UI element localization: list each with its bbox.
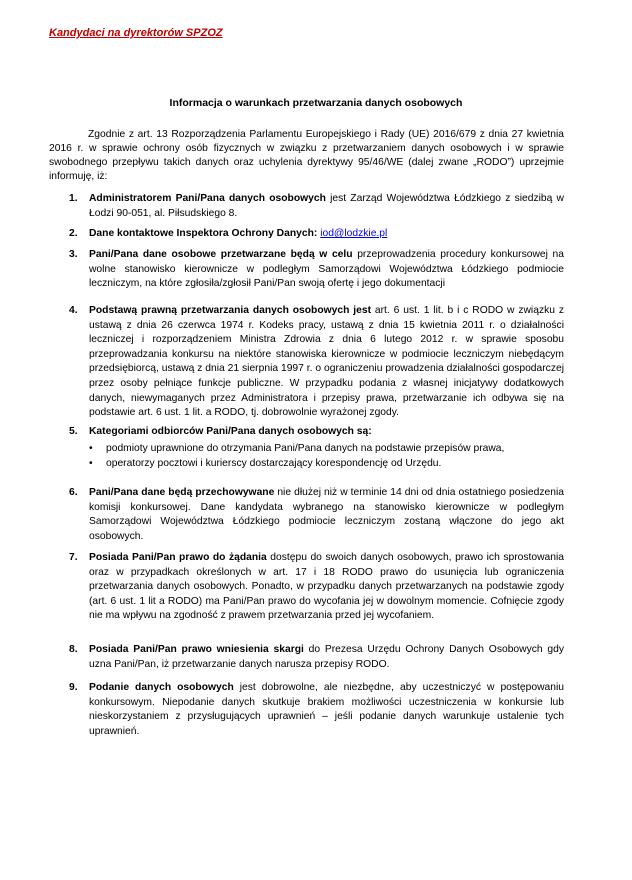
bullet-item: • operatorzy pocztowi i kurierscy dostarczający korespondencję od Urzędu. (89, 456, 564, 471)
item-heading: Pani/Pana dane osobowe przetwarzane będą w celu (89, 249, 353, 260)
list-item-5 (69, 425, 564, 471)
item-text: jest dobrowolne, ale niezbędne, aby uczestniczyć w postępowaniu konkursowym. Niepodanie danych skutkuje brakiem możliwości uczestniczenia w konkursie lub nieskorzystaniem z przysługujących uprawnień – jeśli podanie danych warunkuje ustalenie tych uprawnień. (89, 682, 564, 737)
item-text: nie dłużej niż w terminie 14 dni od dnia ostatniego posiedzenia komisji konkursowej. Dane kandydata wybranego na stanowisko kierownicze w podległym Samorządowi Województwa Łódzkiego podmiocie leczniczym zostaną włączone do jego akt osobowych. (89, 487, 564, 542)
item-number: 9. (69, 682, 78, 693)
item-number: 1. (69, 193, 78, 204)
item-heading: Podstawą prawną przetwarzania danych osobowych jest (89, 305, 372, 316)
item-text: do Prezesa Urzędu Ochrony Danych Osobowych gdy uzna Pani/Pan, iż przetwarzanie danych narusza przepisy RODO. (89, 644, 564, 670)
intro-paragraph: Zgodnie z art. 13 Rozporządzenia Parlamentu Europejskiego i Rady (UE) 2016/679 z dnia 27 kwietnia 2016 r. w sprawie ochrony osób fizycznych w związku z przetwarzaniem danych osobowych i w sprawie swobodnego przepływu takich danych oraz uchylenia dyrektywy 95/46/WE (dalej zwane „RODO”) uprzejmie informuję, iż: (49, 129, 564, 182)
iod-email-link[interactable]: iod@lodzkie.pl (320, 228, 388, 239)
item-heading: Dane kontaktowe Inspektora Ochrony Danych: (89, 228, 318, 239)
list-item-1 (69, 192, 564, 221)
recipient-bullet-list (89, 441, 564, 471)
list-item-6 (69, 486, 564, 544)
item-text: jest Zarząd Województwa Łódzkiego z siedzibą w Łodzi 90-051, al. Piłsudskiego 8. (89, 193, 564, 219)
list-item-3 (69, 248, 564, 292)
item-text: dostępu do swoich danych osobowych, prawo ich sprostowania oraz w przypadkach określonych w art. 17 i 18 RODO prawo do usunięcia lub ograniczenia przetwarzania danych osobowych. Ponadto, w przypadku danych przetwarzanych na podstawie zgody (art. 6 ust. 1 lit a RODO) ma Pani/Pan prawo do wycofania jej w dowolnym momencie. Cofnięcie zgody nie ma wpływu na zgodność z prawem przetwarzania przed jej wycofaniem. (89, 552, 565, 622)
list-item-2 (69, 227, 564, 242)
item-number: 6. (69, 487, 78, 498)
item-text: art. 6 ust. 1 lit. b i c RODO w związku z ustawą z dnia 26 czerwca 1974 r. Kodeks pracy, ustawą z dnia 15 kwietnia 2011 r. o działalności leczniczej i rozporządzeniem Ministra Zdrowia z dnia 6 lutego 2012 r. w sprawie sposobu przeprowadzania konkursu na niektóre stanowiska kierownicze w podmiocie leczniczym niebędącym przedsiębiorcą, ustawą z dnia 21 sierpnia 1997 r. o ograniczeniu prowadzenia działalności gospodarczej przez osoby pełniące funkcje publiczne. W przypadku podania z własnej inicjatywy dodatkowych danych, niewymaganych przez Administratora i przepisy prawa, przetwarzanie ich odbywa się na podstawie art. 6 ust. 1 lit. a RODO, tj. dobrowolnie wyrażonej zgody. (89, 305, 564, 419)
candidates-link[interactable]: Kandydaci na dyrektorów SPZOZ (49, 27, 223, 39)
item-heading: Podanie danych osobowych (89, 682, 234, 693)
item-heading: Administratorem Pani/Pana danych osobowych (89, 193, 326, 204)
item-heading: Pani/Pana dane będą przechowywane (89, 487, 275, 498)
item-heading: Posiada Pani/Pan prawo wniesienia skargi (89, 644, 304, 655)
document-title: Informacja o warunkach przetwarzania danych osobowych (169, 97, 463, 109)
item-text: przeprowadzenia procedury konkursowej na wolne stanowisko kierownicze w podległym Samorządowi Województwa Łódzkiego podmiocie leczniczym, na które zgłosiła/zgłosił Pani/Pan swoją ofertę i jego dokumentacji (89, 249, 564, 290)
item-number: 7. (69, 552, 78, 563)
item-heading: Posiada Pani/Pan prawo do żądania (89, 552, 267, 563)
list-item-7 (69, 551, 565, 624)
list-item-4 (69, 304, 564, 421)
item-number: 8. (69, 644, 78, 655)
item-number: 5. (69, 426, 78, 437)
item-heading: Kategoriami odbiorców Pani/Pana danych osobowych są: (89, 426, 372, 437)
item-number: 4. (69, 305, 78, 316)
bullet-item: • podmioty uprawnione do otrzymania Pani/Pana danych na podstawie przepisów prawa, (89, 441, 564, 456)
item-number: 2. (69, 228, 78, 239)
item-number: 3. (69, 249, 78, 260)
list-item-9 (69, 681, 564, 739)
list-item-8 (69, 643, 564, 672)
